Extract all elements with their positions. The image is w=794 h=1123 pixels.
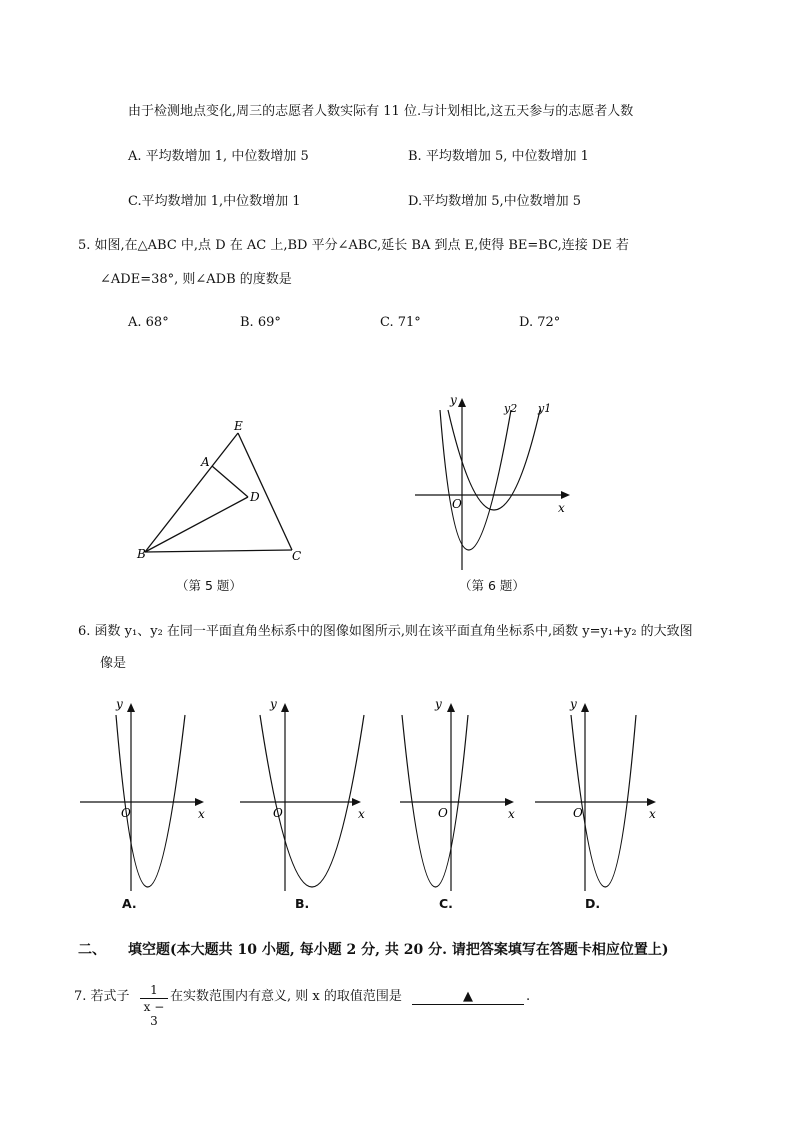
section-number: 二、 (78, 942, 106, 958)
x-axis-arrow (561, 491, 570, 499)
origin-label: O (273, 806, 283, 820)
q6-choice-d-graph (533, 695, 663, 895)
axis-label-y: y (435, 697, 442, 711)
origin-label: O (452, 497, 462, 511)
axis-label-y: y (450, 393, 457, 407)
q7-denominator: x − 3 (143, 1000, 165, 1028)
axis-label-y: y (270, 697, 277, 711)
curve (402, 715, 468, 887)
curve-label-y2: y2 (504, 402, 518, 415)
q5-option-d: D. 72° (519, 315, 561, 330)
curve-label-y1: y1 (538, 402, 552, 415)
q6-choice-a-label: A. (122, 896, 137, 911)
q7-prefix: 7. 若式子 (74, 989, 130, 1004)
q7-suffix: 在实数范围内有意义, 则 x 的取值范围是 (170, 989, 402, 1004)
q6-choice-c-graph (398, 695, 528, 895)
q6-stem-line2: 像是 (100, 656, 127, 671)
axis-label-x: x (508, 807, 515, 821)
label-D: D (250, 490, 260, 504)
origin-label: O (121, 806, 131, 820)
q5-stem-line2: ∠ADE=38°, 则∠ADB 的度数是 (100, 272, 292, 287)
curve-y2 (440, 410, 511, 550)
q4-option-d: D.平均数增加 5,中位数增加 5 (408, 194, 582, 209)
section-title: 填空题(本大题共 10 小题, 每小题 2 分, 共 20 分. 请把答案填写在答题卡相应位置上) (128, 942, 669, 958)
q5-option-a: A. 68° (128, 315, 169, 330)
q5-triangle-figure (130, 415, 310, 575)
origin-label: O (438, 806, 448, 820)
label-A: A (201, 455, 210, 469)
q7-fraction (138, 983, 170, 1028)
label-C: C (292, 549, 302, 563)
axis-label-x: x (558, 501, 565, 515)
label-B: B (137, 547, 146, 561)
segment-AD (212, 466, 248, 497)
segment-BE (145, 433, 238, 552)
q6-choice-b-graph (240, 695, 380, 895)
q4-option-b: B. 平均数增加 5, 中位数增加 1 (408, 149, 589, 164)
q6-choice-c-label: C. (439, 896, 453, 911)
segment-BC (145, 550, 292, 552)
q5-option-b: B. 69° (240, 315, 281, 330)
q4-option-c: C.平均数增加 1,中位数增加 1 (128, 194, 301, 209)
q6-graph-figure (410, 390, 580, 575)
q6-choice-b-label: B. (295, 896, 310, 911)
q7-end-period: . (526, 989, 531, 1004)
y-axis-arrow (458, 398, 466, 407)
q5-stem-line1: 5. 如图,在△ABC 中,点 D 在 AC 上,BD 平分∠ABC,延长 BA 到点 E,使得 BE=BC,连接 DE 若 (78, 238, 629, 253)
segment-BD (145, 497, 248, 552)
axis-label-x: x (649, 807, 656, 821)
q6-figure-caption: （第 6 题） (459, 578, 525, 593)
q6-choice-d-label: D. (585, 896, 601, 911)
axis-label-y: y (570, 697, 577, 711)
label-E: E (234, 419, 243, 433)
curve (260, 715, 364, 887)
curve (116, 715, 185, 887)
q6-stem-line1: 6. 函数 y₁、y₂ 在同一平面直角坐标系中的图像如图所示,则在该平面直角坐标系中,函数 y=y₁+y₂ 的大致图 (78, 624, 693, 639)
q5-option-c: C. 71° (380, 315, 421, 330)
q7-numerator: 1 (150, 983, 158, 997)
q6-choice-a-graph (78, 695, 213, 895)
axis-label-x: x (358, 807, 365, 821)
axis-label-y: y (116, 697, 123, 711)
origin-label: O (573, 806, 583, 820)
curve (571, 715, 636, 887)
q5-figure-caption: （第 5 题） (176, 578, 242, 593)
q4-stem-tail: 由于检测地点变化,周三的志愿者人数实际有 11 位.与计划相比,这五天参与的志愿者人数 (128, 104, 634, 119)
q4-option-a: A. 平均数增加 1, 中位数增加 5 (128, 149, 309, 164)
fraction-bar (140, 998, 168, 999)
axis-label-x: x (198, 807, 205, 821)
q7-answer-marker: ▲ (463, 989, 473, 1004)
segment-EC (238, 433, 292, 550)
